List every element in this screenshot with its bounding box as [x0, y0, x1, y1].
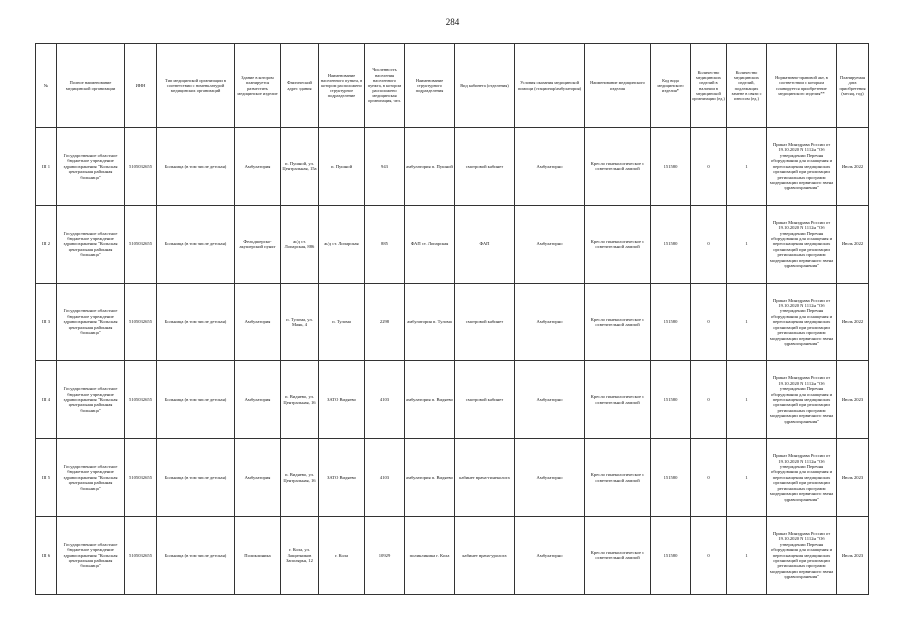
unit: поликлиника г. Кола: [405, 516, 455, 594]
room: смотровой кабинет: [455, 283, 515, 361]
row-number: III 3: [36, 283, 57, 361]
header-cell: Планируемая дата приобретения (месяц, год): [837, 44, 869, 128]
address: п. Пушной, ул. Центральная, 15а: [281, 128, 319, 206]
count-have: 0: [691, 516, 727, 594]
row-number: III 2: [36, 205, 57, 283]
inn: 5105032655: [125, 439, 157, 517]
unit: амбулатория п. Пушной: [405, 128, 455, 206]
settlement: ж/д ст. Лопарская: [319, 205, 365, 283]
room: смотровой кабинет: [455, 128, 515, 206]
conditions: Амбулаторно: [515, 128, 585, 206]
inn: 5105032655: [125, 516, 157, 594]
equipment-table: [35, 43, 869, 595]
device: Кресло гинекологическое с осветительной лампой: [585, 128, 651, 206]
count-replace: 1: [727, 516, 767, 594]
conditions: Амбулаторно: [515, 439, 585, 517]
header-cell: Количество медицинских изделий, подлежащих замене в связи с износом (ед.): [727, 44, 767, 128]
org-name: Государственное областное бюджетное учреждение здравоохранения "Кольская центральная районная больница": [57, 361, 125, 439]
count-replace: 1: [727, 361, 767, 439]
inn: 5105032655: [125, 128, 157, 206]
device: Кресло гинекологическое с осветительной лампой: [585, 205, 651, 283]
settlement: п. Пушной: [319, 128, 365, 206]
header-cell: Условия оказания медицинской помощи (стационар/амбулатория): [515, 44, 585, 128]
row-number: III 6: [36, 516, 57, 594]
address: п. Видяево, ул. Центральная, 16: [281, 361, 319, 439]
org-name: Государственное областное бюджетное учреждение здравоохранения "Кольская центральная районная больница": [57, 205, 125, 283]
settlement: г. Кола: [319, 516, 365, 594]
count-have: 0: [691, 128, 727, 206]
device-code: 151580: [651, 361, 691, 439]
unit: ФАП ст. Лопарская: [405, 205, 455, 283]
count-have: 0: [691, 361, 727, 439]
header-cell: Наименование медицинского изделия: [585, 44, 651, 128]
header-cell: Численность населения населенного пункта, в котором расположено медицинская организация, чел.: [365, 44, 405, 128]
device-code: 151580: [651, 283, 691, 361]
legal-act: Приказ Минздрава России от 19.10.2020 N 1112н "Об утверждении Перечня оборудования для оснащения и переоснащения медицинских организаций при реализации региональных программ модернизации первичного звена здравоохранения": [767, 205, 837, 283]
conditions: Амбулаторно: [515, 361, 585, 439]
building: Фельдшерско-акушерский пункт: [235, 205, 281, 283]
inn: 5105032655: [125, 361, 157, 439]
conditions: Амбулаторно: [515, 205, 585, 283]
planned-date: Июль 2022: [837, 128, 869, 206]
planned-date: Июль 2023: [837, 439, 869, 517]
count-replace: 1: [727, 439, 767, 517]
header-cell: ИНН: [125, 44, 157, 128]
count-replace: 1: [727, 128, 767, 206]
device-code: 151580: [651, 516, 691, 594]
legal-act: Приказ Минздрава России от 19.10.2020 N 1112н "Об утверждении Перечня оборудования для оснащения и переоснащения медицинских организаций при реализации региональных программ модернизации первичного звена здравоохранения": [767, 516, 837, 594]
row-number: III 4: [36, 361, 57, 439]
org-name: Государственное областное бюджетное учреждение здравоохранения "Кольская центральная районная больница": [57, 439, 125, 517]
count-replace: 1: [727, 205, 767, 283]
conditions: Амбулаторно: [515, 516, 585, 594]
header-cell: Фактический адрес здания: [281, 44, 319, 128]
table-row: [36, 205, 869, 283]
count-have: 0: [691, 205, 727, 283]
planned-date: Июль 2023: [837, 516, 869, 594]
row-number: III 1: [36, 128, 57, 206]
conditions: Амбулаторно: [515, 283, 585, 361]
planned-date: Июль 2022: [837, 205, 869, 283]
inn: 5105032655: [125, 205, 157, 283]
count-have: 0: [691, 439, 727, 517]
population: 885: [365, 205, 405, 283]
header-row: [36, 44, 869, 128]
settlement: ЗАТО Видяево: [319, 439, 365, 517]
org-type: Больница (в том числе детская): [157, 516, 235, 594]
device-code: 151580: [651, 439, 691, 517]
room: кабинет врача-уролога: [455, 516, 515, 594]
header-cell: Количество медицинских изделий в наличии в медицинской организации (ед.): [691, 44, 727, 128]
table-row: [36, 283, 869, 361]
device-code: 151580: [651, 128, 691, 206]
org-type: Больница (в том числе детская): [157, 283, 235, 361]
settlement: п. Тулома: [319, 283, 365, 361]
population: 10929: [365, 516, 405, 594]
legal-act: Приказ Минздрава России от 19.10.2020 N 1112н "Об утверждении Перечня оборудования для оснащения и переоснащения медицинских организаций при реализации региональных программ модернизации первичного звена здравоохранения": [767, 128, 837, 206]
table-row: [36, 439, 869, 517]
address: п. Видяево, ул. Центральная, 16: [281, 439, 319, 517]
page-number: 284: [445, 17, 460, 27]
building: Амбулатория: [235, 361, 281, 439]
org-type: Больница (в том числе детская): [157, 439, 235, 517]
header-cell: Код вида медицинского изделия*: [651, 44, 691, 128]
address: ж/д ст. Лопарская, 886: [281, 205, 319, 283]
row-number: III 5: [36, 439, 57, 517]
org-name: Государственное областное бюджетное учреждение здравоохранения "Кольская центральная районная больница": [57, 516, 125, 594]
table-row: [36, 128, 869, 206]
population: 943: [365, 128, 405, 206]
device: Кресло гинекологическое с осветительной лампой: [585, 283, 651, 361]
planned-date: Июль 2023: [837, 361, 869, 439]
header-cell: Наименование структурного подразделения: [405, 44, 455, 128]
planned-date: Июль 2022: [837, 283, 869, 361]
table-row: [36, 361, 869, 439]
count-replace: 1: [727, 283, 767, 361]
building: Амбулатория: [235, 439, 281, 517]
header-cell: Вид кабинета (отделения): [455, 44, 515, 128]
unit: амбулатория п. Видяево: [405, 361, 455, 439]
inn: 5105032655: [125, 283, 157, 361]
device-code: 151580: [651, 205, 691, 283]
header-cell: Здание в котором планируется разместить медицинское изделие: [235, 44, 281, 128]
header-cell: Нормативно-правовой акт, в соответствии с которым планируется приобретение медицинского изделия**: [767, 44, 837, 128]
device: Кресло гинекологическое с осветительной лампой: [585, 439, 651, 517]
legal-act: Приказ Минздрава России от 19.10.2020 N 1112н "Об утверждении Перечня оборудования для оснащения и переоснащения медицинских организаций при реализации региональных программ модернизации первичного звена здравоохранения": [767, 439, 837, 517]
legal-act: Приказ Минздрава России от 19.10.2020 N 1112н "Об утверждении Перечня оборудования для оснащения и переоснащения медицинских организаций при реализации региональных программ модернизации первичного звена здравоохранения": [767, 283, 837, 361]
table-row: [36, 516, 869, 594]
org-type: Больница (в том числе детская): [157, 361, 235, 439]
org-type: Больница (в том числе детская): [157, 205, 235, 283]
room: кабинет врача-гинеколога: [455, 439, 515, 517]
address: г. Кола, ул. Защитников Заполярья, 12: [281, 516, 319, 594]
device: Кресло гинекологическое с осветительной лампой: [585, 516, 651, 594]
org-type: Больница (в том числе детская): [157, 128, 235, 206]
settlement: ЗАТО Видяево: [319, 361, 365, 439]
count-have: 0: [691, 283, 727, 361]
header-cell: Тип медицинской организации в соответствии с номенклатурой медицинских организаций: [157, 44, 235, 128]
device: Кресло гинекологическое с осветительной лампой: [585, 361, 651, 439]
unit: амбулатория п. Тулома: [405, 283, 455, 361]
org-name: Государственное областное бюджетное учреждение здравоохранения "Кольская центральная районная больница": [57, 283, 125, 361]
org-name: Государственное областное бюджетное учреждение здравоохранения "Кольская центральная районная больница": [57, 128, 125, 206]
unit: амбулатория п. Видяево: [405, 439, 455, 517]
header-cell: Наименование населенного пункта, в котором расположено структурное подразделение: [319, 44, 365, 128]
population: 4103: [365, 361, 405, 439]
header-cell: №: [36, 44, 57, 128]
address: п. Тулома, ул. Маяк, 4: [281, 283, 319, 361]
population: 4103: [365, 439, 405, 517]
header-cell: Полное наименование медицинской организации: [57, 44, 125, 128]
population: 2298: [365, 283, 405, 361]
room: смотровой кабинет: [455, 361, 515, 439]
room: ФАП: [455, 205, 515, 283]
legal-act: Приказ Минздрава России от 19.10.2020 N 1112н "Об утверждении Перечня оборудования для оснащения и переоснащения медицинских организаций при реализации региональных программ модернизации первичного звена здравоохранения": [767, 361, 837, 439]
building: Поликлиника: [235, 516, 281, 594]
building: Амбулатория: [235, 283, 281, 361]
building: Амбулатория: [235, 128, 281, 206]
